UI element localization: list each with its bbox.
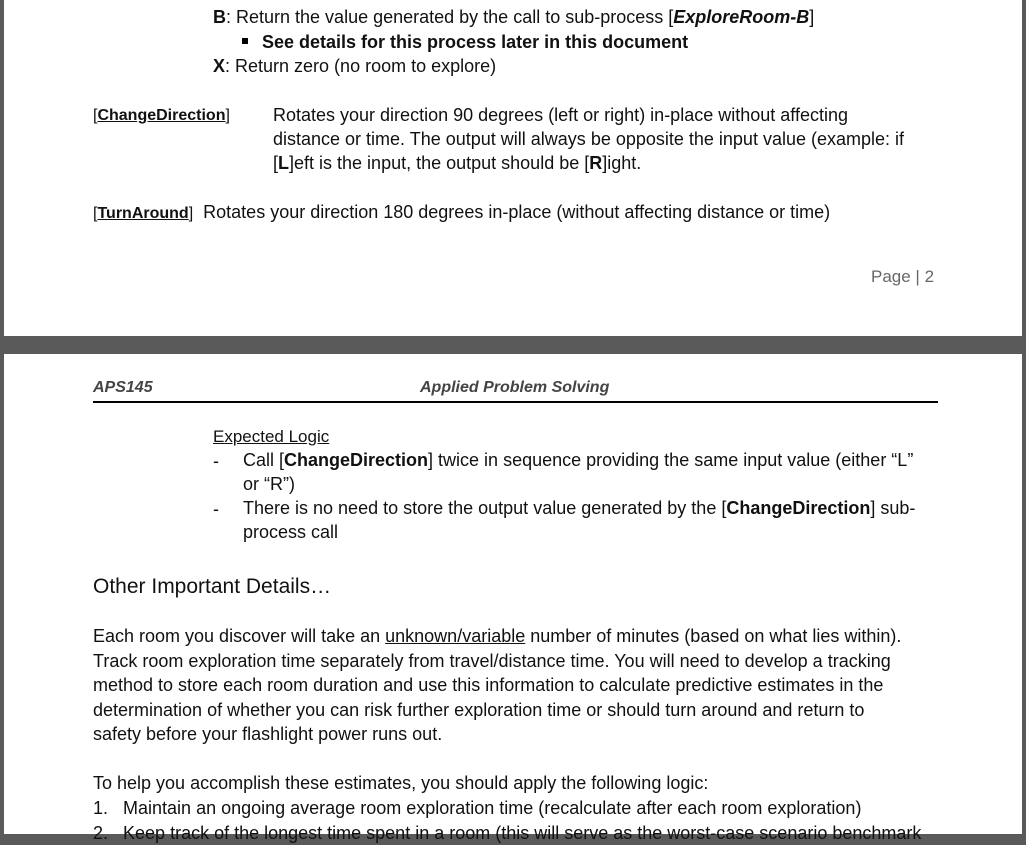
bullet-note	[242, 30, 688, 54]
numbered-item: 2. Keep track of the longest time spent in a room (this will serve as the worst-case scenario benchmark	[93, 821, 943, 845]
details-paragraph: Each room you discover will take an unknown/variable number of minutes (based on what lies within). Track room exploration time separately from travel/distance time. You will need to develop a tracking method to store each room duration and use this information to calculate predictive estimates in the determination of whether you can risk further exploration time or should turn around and return to safety before your flashlight power runs out.	[93, 624, 943, 747]
turn-around-term: TurnAround	[97, 205, 188, 222]
outcome-b-line	[213, 5, 814, 29]
change-direction-label: [ChangeDirection]	[93, 104, 230, 128]
explore-room-b-ref: ExploreRoom-B	[673, 7, 809, 27]
outcome-text: : Return the value generated by the call to sub-process [	[226, 7, 673, 27]
document-page-2	[4, 0, 1022, 336]
change-direction-desc	[273, 103, 904, 175]
numbered-list	[93, 796, 943, 845]
outcome-text: : Return zero (no room to explore)	[225, 56, 496, 76]
header-course-title: Applied Problem Solving	[420, 379, 609, 397]
dash-bullet-icon: -	[213, 497, 219, 521]
estimates-intro: To help you accomplish these estimates, you should apply the following logic:	[93, 771, 943, 796]
header-rule	[93, 401, 938, 403]
logic-item: There is no need to store the output value generated by the [ChangeDirection] sub- process call	[243, 496, 943, 544]
desc-line: Rotates your direction 90 degrees (left or right) in-place without affecting	[273, 103, 904, 127]
document-page-3	[4, 354, 1022, 834]
outcome-letter: X	[213, 56, 225, 76]
page-number: Page | 2	[871, 267, 934, 287]
emphasis-underline: unknown/variable	[385, 626, 525, 646]
numbered-item: 1. Maintain an ongoing average room exploration time (recalculate after each room exploration)	[93, 796, 943, 821]
desc-line: [L]eft is the input, the output should be [R]ight.	[273, 151, 904, 175]
turn-around-desc: Rotates your direction 180 degrees in-place (without affecting distance or time)	[203, 202, 830, 222]
turn-around-line: [TurnAround] Rotates your direction 180 degrees in-place (without affecting distance or time)	[93, 200, 830, 226]
outcome-x-line	[213, 54, 496, 78]
desc-line: distance or time. The output will always be opposite the input value (example: if	[273, 127, 904, 151]
section-heading: Other Important Details…	[93, 575, 331, 599]
expected-logic-title: Expected Logic	[213, 425, 329, 449]
dash-bullet-icon: -	[213, 449, 219, 473]
change-direction-term: ChangeDirection	[97, 107, 225, 124]
square-bullet-icon	[242, 38, 248, 44]
bullet-note-text: See details for this process later in this document	[262, 32, 688, 52]
outcome-text-end: ]	[809, 7, 814, 27]
outcome-letter: B	[213, 7, 226, 27]
logic-item: Call [ChangeDirection] twice in sequence providing the same input value (either “L” or “R”)	[243, 448, 943, 496]
header-course-code: APS145	[93, 379, 153, 397]
